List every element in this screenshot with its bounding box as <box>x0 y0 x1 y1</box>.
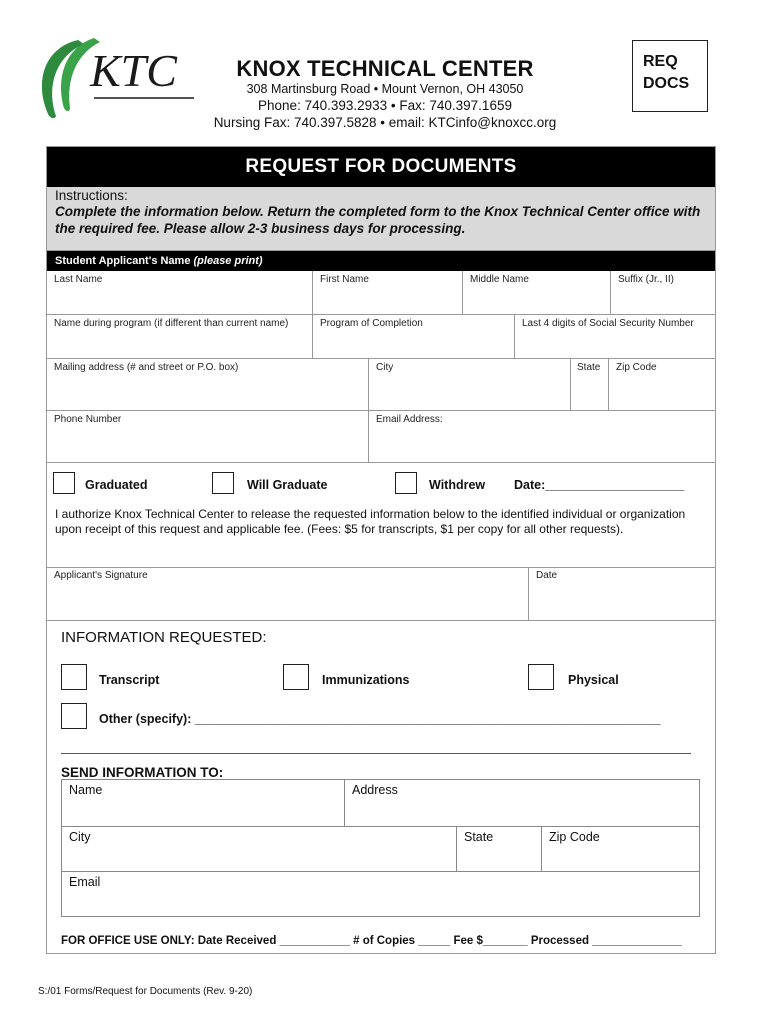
program-field[interactable] <box>313 315 515 359</box>
req-docs-badge <box>632 40 708 112</box>
recipient-zip-label: Zip Code <box>549 830 600 844</box>
recipient-city-label: City <box>69 830 91 844</box>
state-label: State <box>577 362 601 373</box>
graduated-label: Graduated <box>85 478 148 492</box>
zip-label: Zip Code <box>616 362 657 373</box>
form-title: REQUEST FOR DOCUMENTS <box>47 147 715 187</box>
badge-line-2: DOCS <box>643 75 690 92</box>
middle-name-field[interactable] <box>463 271 611 315</box>
authorization-text: I authorize Knox Technical Center to release the requested information below to the identified individual or organization upon receipt of this request and applicable fee. (Fees: $5 for transcripts, $1 per copy for all other requests). <box>55 507 686 536</box>
instructions-box <box>47 187 715 251</box>
signature-date-field[interactable] <box>529 567 715 621</box>
program-label: Program of Completion <box>320 318 423 329</box>
badge-line-1: REQ <box>643 53 678 70</box>
email-label: Email Address: <box>376 414 443 425</box>
immunizations-label: Immunizations <box>322 673 410 687</box>
withdrew-checkbox[interactable] <box>395 472 417 494</box>
recipient-state-field[interactable] <box>456 826 542 872</box>
recipient-city-field[interactable] <box>61 826 457 872</box>
recipient-email-label: Email <box>69 875 101 889</box>
transcript-label: Transcript <box>99 673 160 687</box>
ktc-logo <box>34 34 200 126</box>
ssn-field[interactable] <box>515 315 715 359</box>
withdrew-label: Withdrew <box>429 478 486 492</box>
graduated-checkbox[interactable] <box>53 472 75 494</box>
other-checkbox[interactable] <box>61 703 87 729</box>
recipient-state-label: State <box>464 830 494 844</box>
transcript-checkbox[interactable] <box>61 664 87 690</box>
suffix-label: Suffix (Jr., II) <box>618 274 674 285</box>
phone-label: Phone Number <box>54 414 122 425</box>
send-to-title: SEND INFORMATION TO: <box>61 765 224 780</box>
status-date-field[interactable]: Date:____________________ <box>514 478 685 492</box>
last-name-field[interactable] <box>47 271 313 315</box>
student-section-label: Student Applicant's Name <box>55 255 191 267</box>
will-graduate-label: Will Graduate <box>247 478 328 492</box>
ssn-label: Last 4 digits of Social Security Number <box>522 318 694 329</box>
info-requested-title: INFORMATION REQUESTED: <box>61 629 267 646</box>
city-field[interactable] <box>369 359 571 411</box>
office-use-line: FOR OFFICE USE ONLY: Date Received ___________ # of Copies _____ Fee $_______ Processed ______________ <box>61 935 682 947</box>
name-during-label: Name during program (if different than current name) <box>54 318 289 329</box>
other-specify-field[interactable]: Other (specify): ___________________________________________________________________ <box>99 712 661 726</box>
other-specify-line[interactable] <box>61 753 691 754</box>
physical-checkbox[interactable] <box>528 664 554 690</box>
instructions-label: Instructions: <box>55 188 128 203</box>
mailing-address-field[interactable] <box>47 359 369 411</box>
phone-field[interactable] <box>47 411 369 463</box>
org-phone-fax: Phone: 740.393.2933 • Fax: 740.397.1659 <box>258 98 512 113</box>
org-nursing-email: Nursing Fax: 740.397.5828 • email: KTCinfo@knoxcc.org <box>213 115 557 130</box>
recipient-address-field[interactable] <box>344 779 700 827</box>
instructions-text: Complete the information below. Return the completed form to the Knox Technical Center office with the required fee. Please allow 2-3 business days for processing. <box>55 204 701 236</box>
zip-field[interactable] <box>609 359 715 411</box>
city-label: City <box>376 362 394 373</box>
signature-date-label: Date <box>536 570 558 581</box>
state-field[interactable] <box>571 359 609 411</box>
org-name: KNOX TECHNICAL CENTER <box>236 56 534 81</box>
first-name-label: First Name <box>320 274 369 285</box>
student-section-hint: (please print) <box>193 255 263 267</box>
footer-path: S:/01 Forms/Request for Documents (Rev. 9-20) <box>38 986 253 997</box>
svg-text:KTC: KTC <box>90 45 177 96</box>
request-form <box>46 146 716 954</box>
recipient-name-field[interactable] <box>61 779 345 827</box>
signature-label: Applicant's Signature <box>54 570 148 581</box>
recipient-address-label: Address <box>352 783 398 797</box>
org-address: 308 Martinsburg Road • Mount Vernon, OH 43050 <box>246 82 524 96</box>
will-graduate-checkbox[interactable] <box>212 472 234 494</box>
first-name-field[interactable] <box>313 271 463 315</box>
last-name-label: Last Name <box>54 274 103 285</box>
immunizations-checkbox[interactable] <box>283 664 309 690</box>
suffix-field[interactable] <box>611 271 715 315</box>
recipient-email-field[interactable] <box>61 871 700 917</box>
physical-label: Physical <box>568 673 619 687</box>
recipient-zip-field[interactable] <box>541 826 700 872</box>
middle-name-label: Middle Name <box>470 274 529 285</box>
mailing-label: Mailing address (# and street or P.O. box) <box>54 362 239 373</box>
signature-field[interactable] <box>47 567 529 621</box>
email-field[interactable] <box>369 411 715 463</box>
name-during-program-field[interactable] <box>47 315 313 359</box>
recipient-name-label: Name <box>69 783 103 797</box>
student-section-header <box>47 251 715 271</box>
